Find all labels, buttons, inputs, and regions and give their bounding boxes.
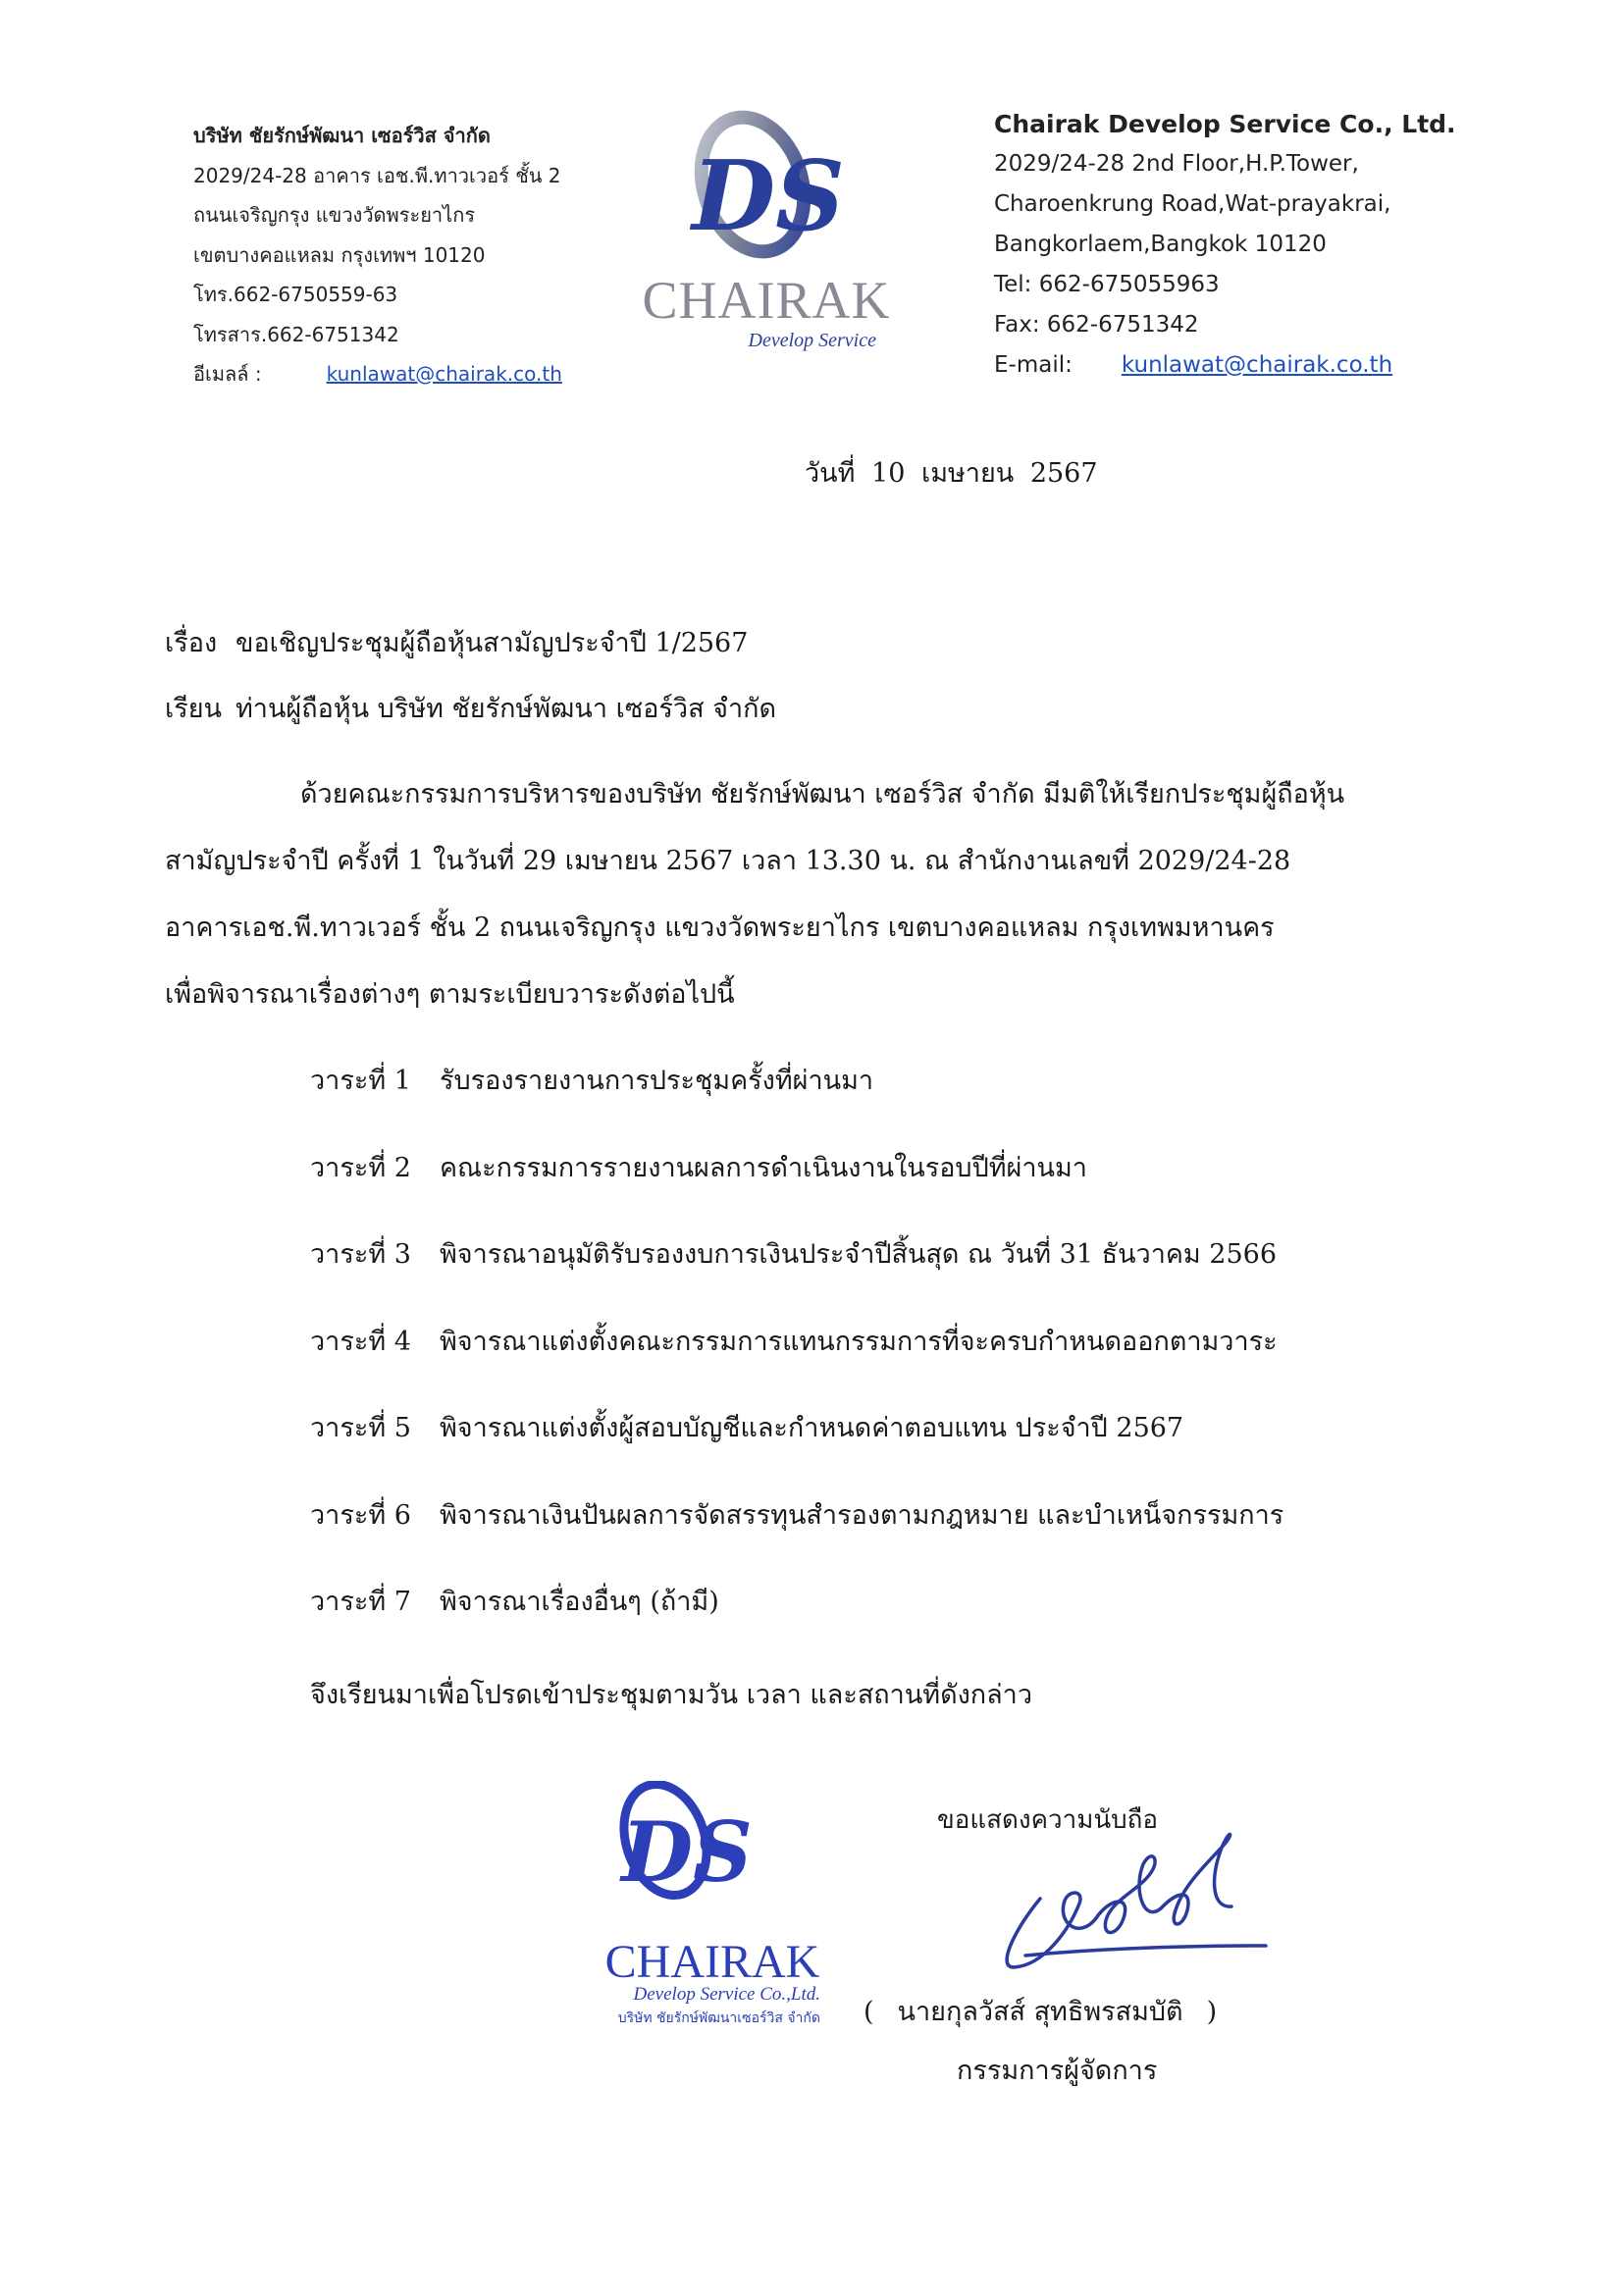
body-line-1: ด้วยคณะกรรมการบริหารของบริษัท ชัยรักษ์พัฒนา เซอร์วิส จำกัด มีมติให้เรียกประชุมผู้ถือหุ้น [300,779,1345,809]
email-label-thai: อีเมลล์ : [193,362,262,386]
agenda-number: วาระที่ 6 [310,1499,411,1531]
email-label-english: E-mail: [994,352,1073,378]
agenda-item [310,1038,1283,1125]
address-thai-3: เขตบางคอแหลม กรุงเทพฯ 10120 [193,242,486,267]
email-link-thai[interactable]: kunlawat@chairak.co.th [326,362,562,386]
stamp-name: CHAIRAK [604,1936,820,1988]
address-english-2: Charoenkrung Road,Wat-prayakrai, [994,191,1391,217]
agenda-text: พิจารณาแต่งตั้งผู้สอบบัญชีและกำหนดค่าตอบแทน ประจำปี 2567 [440,1413,1184,1443]
company-name-thai: บริษัท ชัยรักษ์พัฒนา เซอร์วิส จำกัด [193,124,491,147]
date-label: วันที่ [805,458,856,489]
agenda-text: พิจารณาเรื่องอื่นๆ (ถ้ามี) [440,1587,719,1617]
stamp-thai: บริษัท ชัยรักษ์พัฒนาเซอร์วิส จำกัด [617,2010,820,2026]
agenda-text: พิจารณาอนุมัติรับรองงบการเงินประจำปีสิ้นสุด ณ วันที่ 31 ธันวาคม 2566 [440,1239,1278,1270]
regards-text: ขอแสดงความนับถือ [937,1805,1158,1835]
address-english-1: 2029/24-28 2nd Floor,H.P.Tower, [994,151,1359,177]
stamp-logo-icon [585,1781,840,2036]
agenda-text: พิจารณาแต่งตั้งคณะกรรมการแทนกรรมการที่จะครบกำหนดออกตามวาระ [440,1326,1278,1357]
email-row-thai [193,354,562,394]
agenda-number: วาระที่ 3 [310,1239,411,1270]
letterhead-english [994,104,1456,386]
company-logo [643,104,898,359]
company-name-english: Chairak Develop Service Co., Ltd. [994,110,1456,138]
agenda-item [310,1125,1283,1213]
body-paragraph [165,761,1367,1028]
paren-close: ) [1206,1997,1218,2027]
agenda-number: วาระที่ 4 [310,1326,411,1357]
signatory-name-line [864,1990,1217,2032]
ds-logo-icon [643,104,898,359]
letterhead-thai [193,116,562,394]
fax-thai: โทรสาร.662-6751342 [193,322,399,346]
agenda-number: วาระที่ 7 [310,1587,411,1617]
agenda-list [310,1038,1283,1646]
fax-english: Fax: 662-6751342 [994,312,1199,338]
agenda-number: วาระที่ 1 [310,1066,411,1096]
agenda-text: รับรองรายงานการประชุมครั้งที่ผ่านมา [440,1066,874,1096]
agenda-item [310,1299,1283,1386]
agenda-number: วาระที่ 5 [310,1413,411,1443]
logo-monogram: DS [692,140,845,253]
logo-name: CHAIRAK [643,271,891,330]
body-line-3: อาคารเอช.พี.ทาวเวอร์ ชั้น 2 ถนนเจริญกรุง แขวงวัดพระยาไกร เขตบางคอแหลม กรุงเทพมหานคร [165,913,1275,943]
email-row-english [994,345,1456,386]
address-english-3: Bangkorlaem,Bangkok 10120 [994,232,1327,257]
subject-block [165,610,776,742]
subject-text: ขอเชิญประชุมผู้ถือหุ้นสามัญประจำปี 1/2567 [236,628,749,658]
agenda-item [310,1212,1283,1299]
signatory-position: กรรมการผู้จัดการ [957,2056,1158,2086]
tel-english: Tel: 662-675055963 [994,272,1220,297]
address-thai-1: 2029/24-28 อาคาร เอช.พี.ทาวเวอร์ ชั้น 2 [193,163,561,187]
recipient-label: เรียน [165,694,223,724]
company-stamp [585,1781,840,2036]
paren-open: ( [864,1997,874,2027]
date-month: เมษายน [920,458,1015,489]
agenda-text: พิจารณาเงินปันผลการจัดสรรทุนสำรองตามกฎหมาย และบำเหน็จกรรมการ [440,1499,1284,1531]
agenda-text: คณะกรรมการรายงานผลการดำเนินงานในรอบปีที่ผ่านมา [440,1152,1087,1183]
date-day: 10 [871,458,906,489]
body-line-2: สามัญประจำปี ครั้งที่ 1 ในวันที่ 29 เมษายน 2567 เวลา 13.30 น. ณ สำนักงานเลขที่ 2029/24-28 [165,846,1291,876]
handwritten-signature [986,1830,1271,1987]
stamp-monogram: DS [621,1803,753,1901]
recipient-text: ท่านผู้ถือหุ้น บริษัท ชัยรักษ์พัฒนา เซอร์วิส จำกัด [236,694,776,724]
agenda-number: วาระที่ 2 [310,1152,411,1183]
subject-label: เรื่อง [165,628,218,658]
letter-date [805,451,1106,494]
subject-line [165,610,776,676]
closing-sentence: จึงเรียนมาเพื่อโปรดเข้าประชุมตามวัน เวลา และสถานที่ดังกล่าว [310,1680,1033,1710]
recipient-line [165,676,776,742]
agenda-item [310,1473,1283,1560]
signatory-name: นายกุลวัสส์ สุทธิพรสมบัติ [897,1997,1183,2027]
signature-icon [986,1830,1271,1987]
logo-tagline: Develop Service [748,330,876,351]
tel-thai: โทร.662-6750559-63 [193,283,398,306]
agenda-item [310,1559,1283,1646]
stamp-tagline: Develop Service Co.,Ltd. [633,1984,820,2005]
date-year: 2567 [1029,458,1098,489]
agenda-item [310,1385,1283,1473]
address-thai-2: ถนนเจริญกรุง แขวงวัดพระยาไกร [193,203,476,227]
email-link-english[interactable]: kunlawat@chairak.co.th [1121,352,1393,378]
body-line-4: เพื่อพิจารณาเรื่องต่างๆ ตามระเบียบวาระดังต่อไปนี้ [165,979,735,1010]
